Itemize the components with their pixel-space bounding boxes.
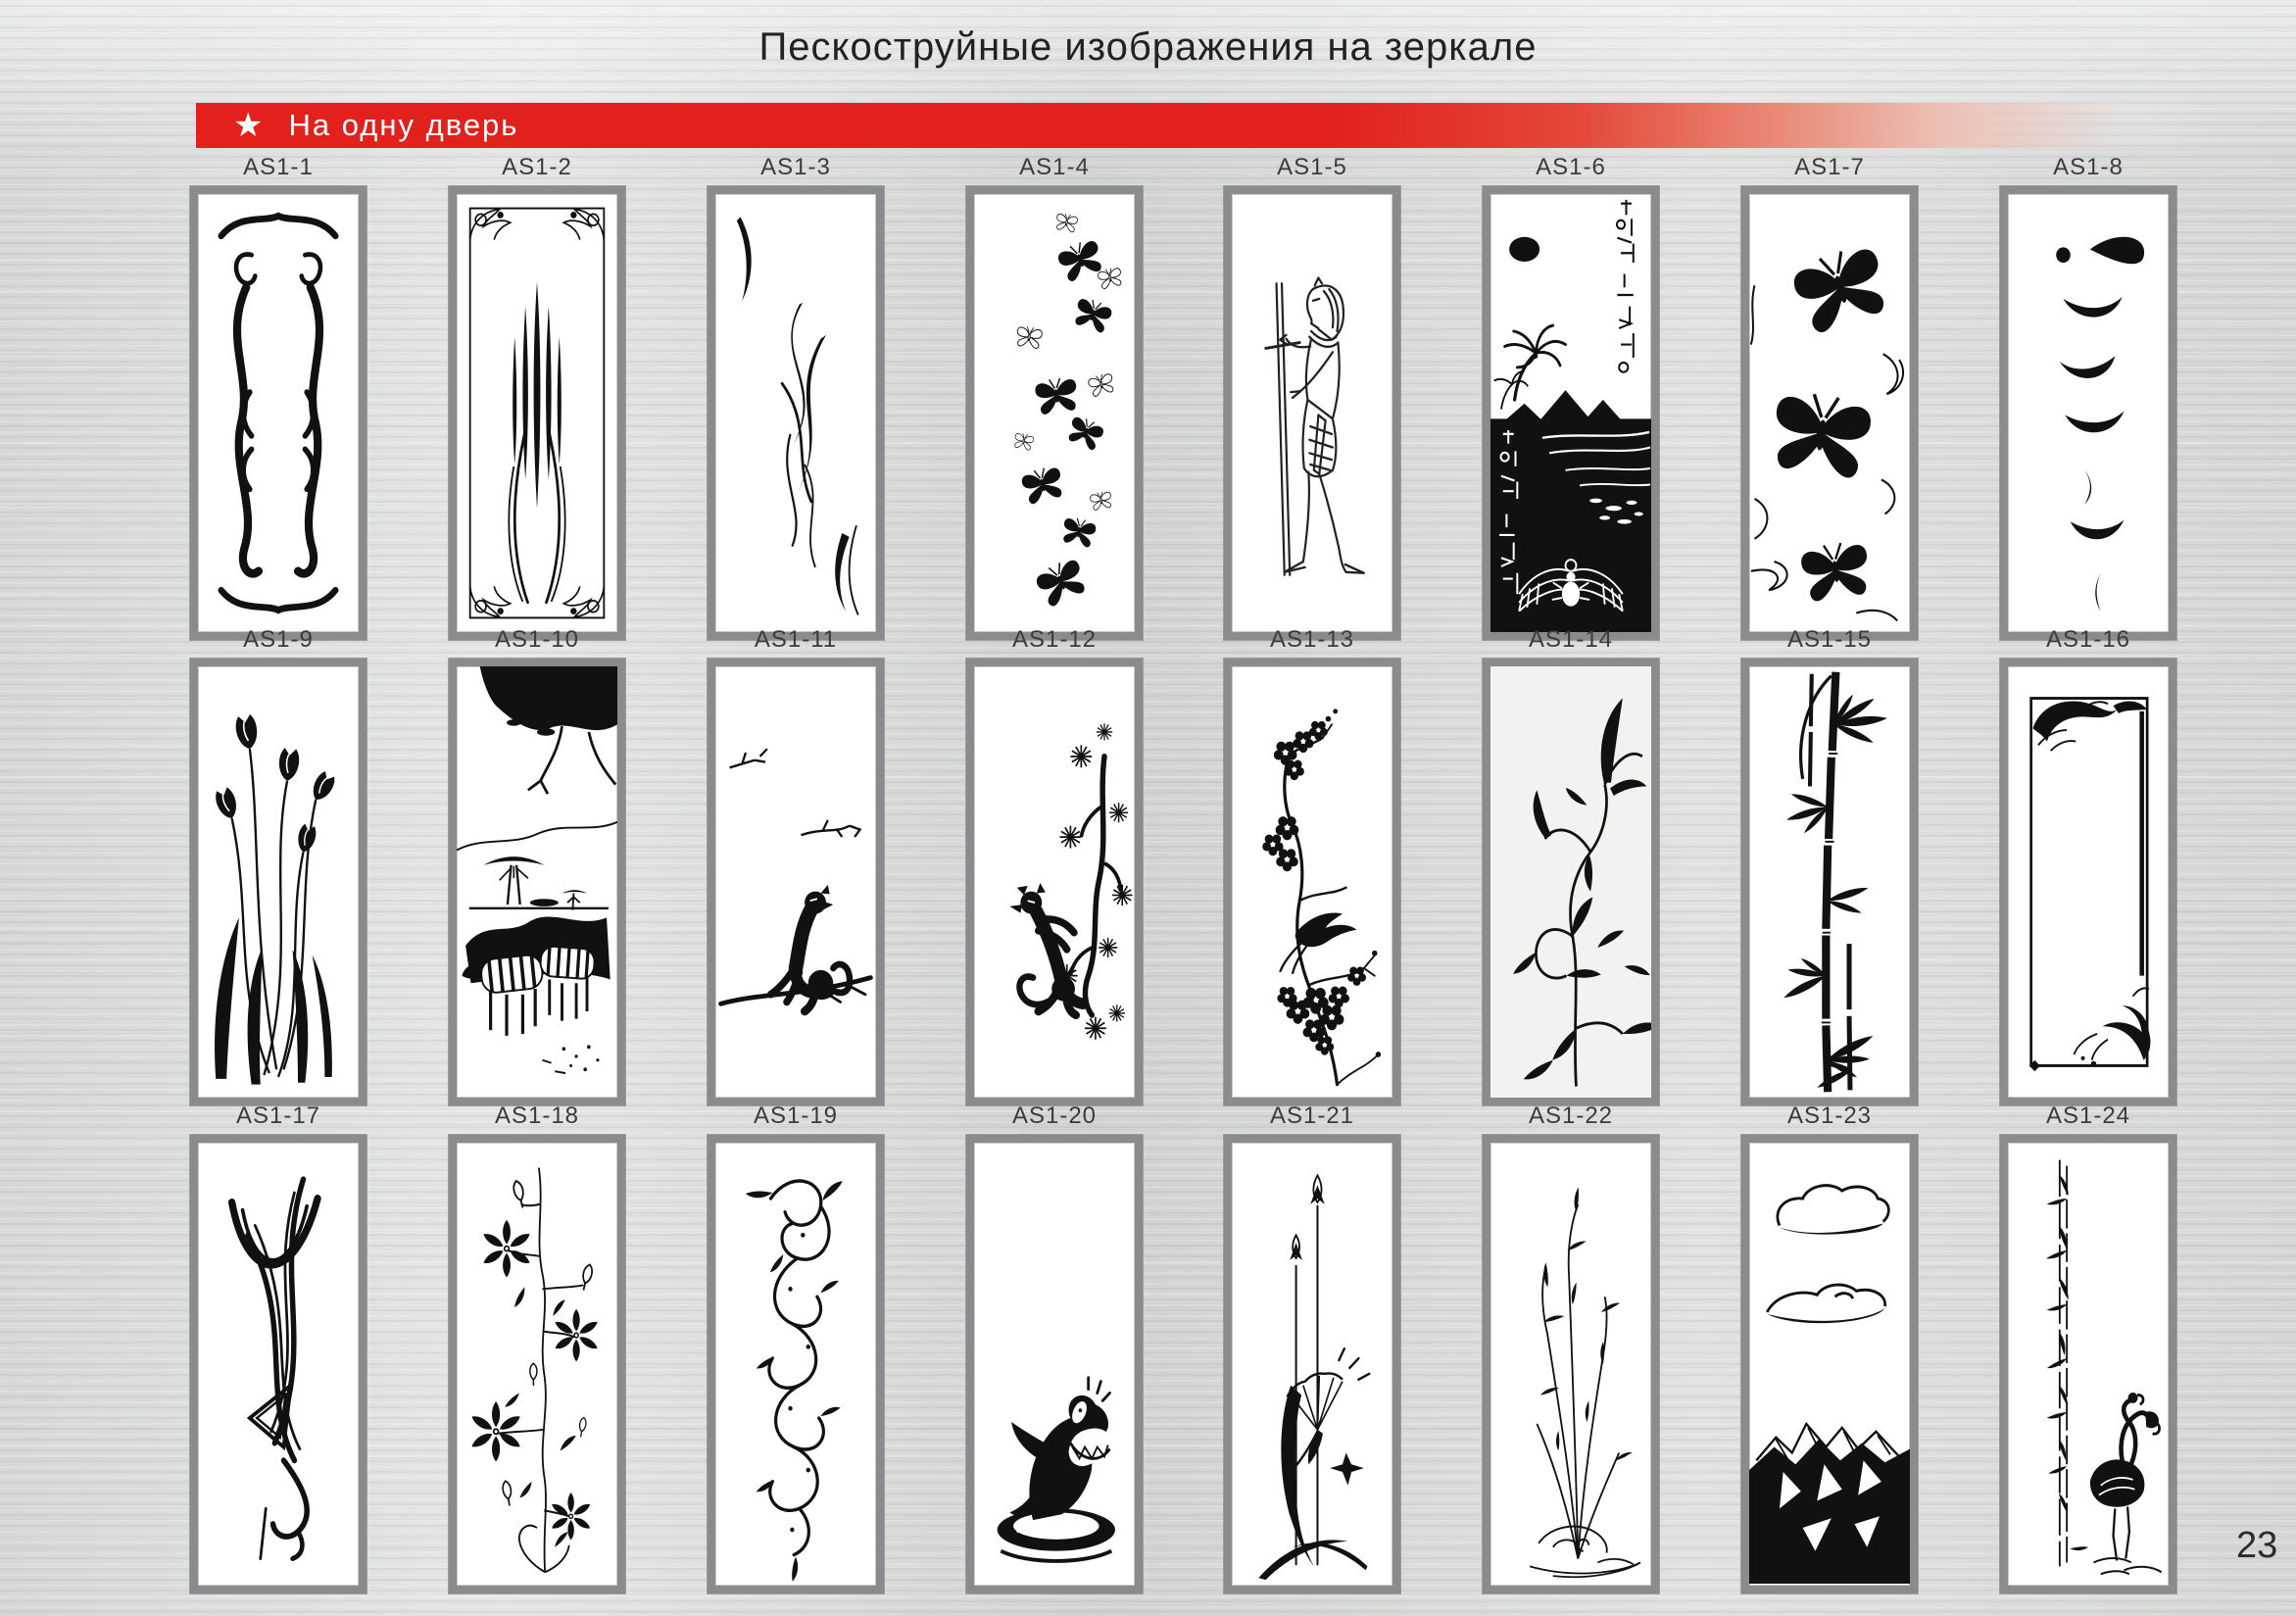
panel-label: AS1-18 <box>494 1102 580 1129</box>
panel-label: AS1-13 <box>1269 626 1355 653</box>
catalog-cell <box>2000 1102 2176 1593</box>
category-banner <box>196 103 2224 148</box>
page-number: 23 <box>2236 1525 2278 1566</box>
catalog-cell <box>966 153 1143 640</box>
design-AS1-8 <box>2008 194 2169 632</box>
design-AS1-9 <box>198 666 359 1098</box>
panel-label: AS1-15 <box>1786 626 1873 653</box>
panel-label: AS1-12 <box>1011 626 1098 653</box>
panel-AS1-21 <box>1224 1135 1400 1593</box>
catalog-cell <box>966 625 1143 1105</box>
panel-AS1-2 <box>449 186 625 640</box>
panel-AS1-20 <box>966 1135 1143 1593</box>
banner-label: На одну дверь <box>288 108 519 142</box>
design-AS1-21 <box>1232 1143 1392 1586</box>
panel-AS1-12 <box>966 659 1143 1105</box>
design-AS1-20 <box>974 1143 1135 1586</box>
catalog-cell <box>1741 625 1918 1105</box>
catalog-cell <box>1741 153 1918 640</box>
panel-AS1-11 <box>708 659 884 1105</box>
panel-AS1-17 <box>190 1135 366 1593</box>
panel-AS1-16 <box>2000 659 2176 1105</box>
panel-label: AS1-8 <box>2053 154 2124 180</box>
panel-label: AS1-24 <box>2045 1102 2131 1129</box>
design-AS1-24 <box>2008 1143 2169 1586</box>
catalog-cell <box>708 153 884 640</box>
catalog-cell <box>190 153 366 640</box>
panel-label: AS1-23 <box>1786 1102 1873 1129</box>
panel-AS1-18 <box>449 1135 625 1593</box>
design-AS1-3 <box>715 194 876 632</box>
catalog-cell <box>1224 625 1400 1105</box>
panel-AS1-1 <box>190 186 366 640</box>
design-AS1-15 <box>1749 666 1910 1098</box>
panel-label: AS1-16 <box>2045 626 2131 653</box>
panel-AS1-8 <box>2000 186 2176 640</box>
catalog-cell <box>449 153 625 640</box>
design-AS1-6 <box>1490 194 1651 632</box>
page-title: Пескоструйные изображения на зеркале <box>758 25 1538 69</box>
design-AS1-22 <box>1490 1143 1651 1586</box>
panel-AS1-6 <box>1483 186 1659 640</box>
panel-AS1-24 <box>2000 1135 2176 1593</box>
panel-label: AS1-6 <box>1536 154 1606 180</box>
design-AS1-23 <box>1749 1143 1910 1586</box>
panel-label: AS1-3 <box>760 154 831 180</box>
panel-label: AS1-9 <box>243 626 314 653</box>
panel-label: AS1-22 <box>1528 1102 1614 1129</box>
design-AS1-4 <box>974 194 1135 632</box>
panel-AS1-14 <box>1483 659 1659 1105</box>
panel-label: AS1-4 <box>1019 154 1090 180</box>
panel-AS1-19 <box>708 1135 884 1593</box>
design-AS1-14 <box>1490 666 1651 1098</box>
catalog-cell <box>2000 625 2176 1105</box>
panel-AS1-4 <box>966 186 1143 640</box>
panel-AS1-23 <box>1741 1135 1918 1593</box>
panel-label: AS1-20 <box>1011 1102 1098 1129</box>
panel-AS1-13 <box>1224 659 1400 1105</box>
design-AS1-7 <box>1749 194 1910 632</box>
catalog-cell <box>1483 625 1659 1105</box>
catalog-cell <box>708 1102 884 1593</box>
panel-label: AS1-7 <box>1794 154 1865 180</box>
star-icon: ★ <box>233 107 264 144</box>
catalog-cell <box>1483 153 1659 640</box>
design-AS1-18 <box>457 1143 617 1586</box>
design-AS1-12 <box>974 666 1135 1098</box>
panel-label: AS1-10 <box>494 626 580 653</box>
panel-label: AS1-5 <box>1277 154 1347 180</box>
design-AS1-2 <box>457 194 617 632</box>
catalog-cell <box>1483 1102 1659 1593</box>
catalog-cell <box>190 1102 366 1593</box>
catalog-cell <box>1224 153 1400 640</box>
design-AS1-1 <box>198 194 359 632</box>
design-AS1-19 <box>715 1143 876 1586</box>
panel-AS1-7 <box>1741 186 1918 640</box>
catalog-cell <box>449 1102 625 1593</box>
panel-label: AS1-21 <box>1269 1102 1355 1129</box>
design-AS1-11 <box>715 666 876 1098</box>
panel-label: AS1-1 <box>243 154 314 180</box>
panel-label: AS1-2 <box>502 154 572 180</box>
panel-label: AS1-11 <box>754 626 838 653</box>
design-AS1-17 <box>198 1143 359 1586</box>
panel-label: AS1-14 <box>1528 626 1614 653</box>
catalog-cell <box>190 625 366 1105</box>
catalog-cell <box>966 1102 1143 1593</box>
panel-AS1-10 <box>449 659 625 1105</box>
catalog-cell <box>449 625 625 1105</box>
catalog-cell <box>2000 153 2176 640</box>
design-AS1-10 <box>457 666 617 1098</box>
panel-AS1-3 <box>708 186 884 640</box>
panel-AS1-5 <box>1224 186 1400 640</box>
design-AS1-13 <box>1232 666 1392 1098</box>
panel-label: AS1-19 <box>753 1102 839 1129</box>
panel-AS1-15 <box>1741 659 1918 1105</box>
catalog-cell <box>1741 1102 1918 1593</box>
catalog-cell <box>1224 1102 1400 1593</box>
catalog-cell <box>708 625 884 1105</box>
design-AS1-16 <box>2008 666 2169 1098</box>
panel-AS1-9 <box>190 659 366 1105</box>
panel-label: AS1-17 <box>235 1102 321 1129</box>
design-AS1-5 <box>1232 194 1392 632</box>
panel-AS1-22 <box>1483 1135 1659 1593</box>
